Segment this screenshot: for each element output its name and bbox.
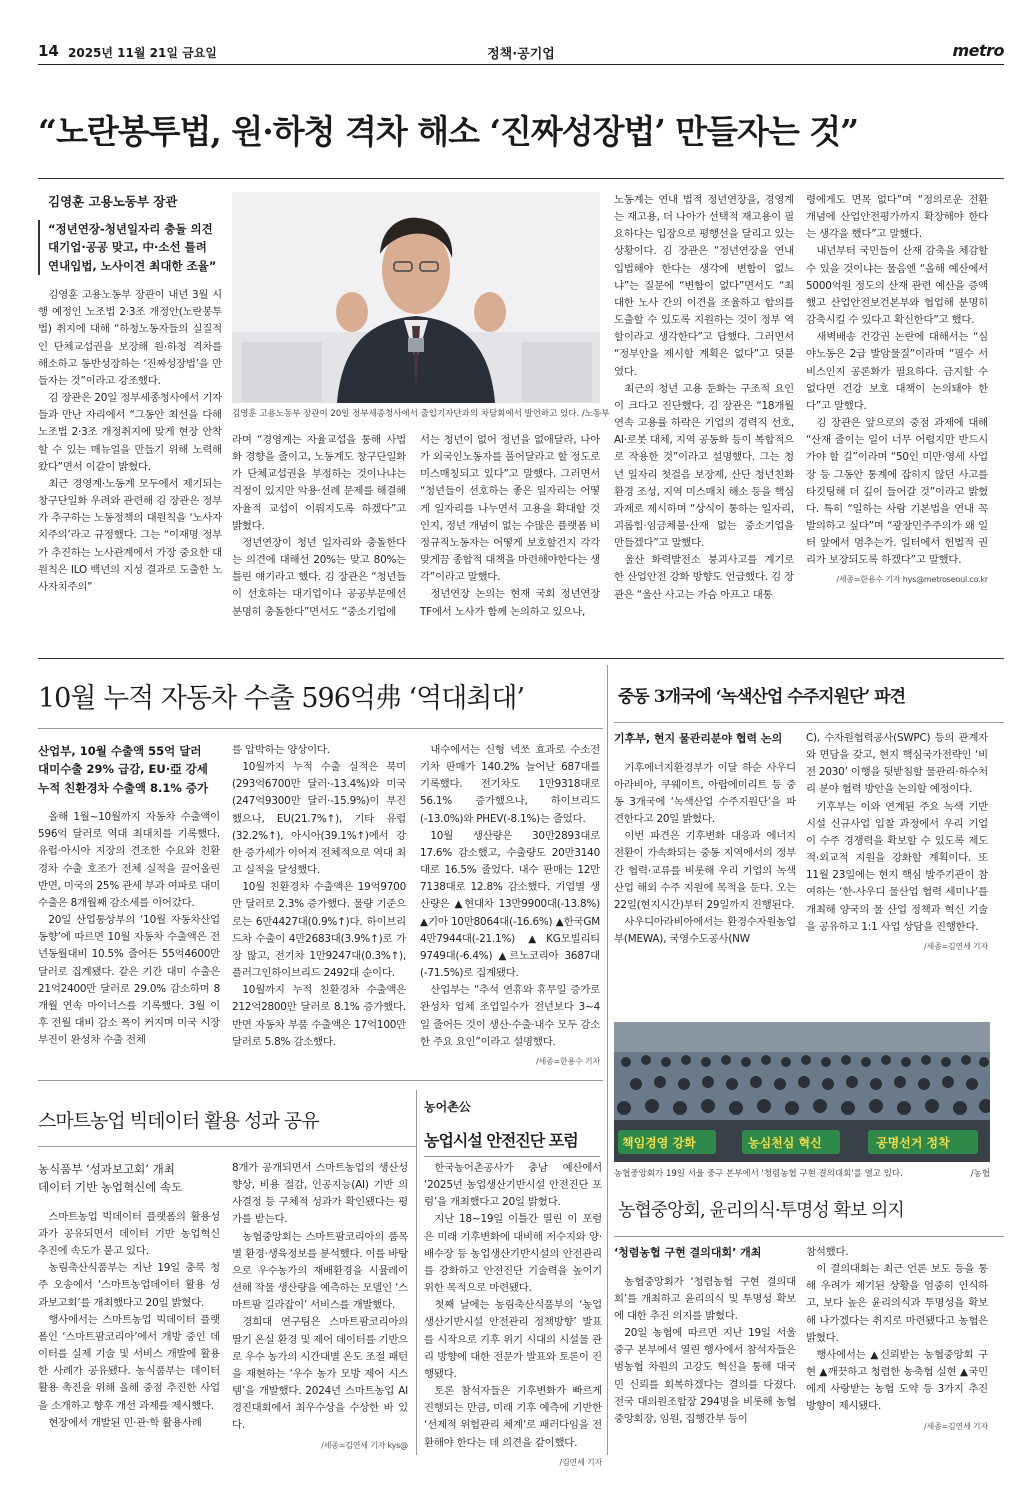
paragraph: 10월 생산량은 30만2893대로 17.6% 감소했고, 수출량도 20만3140대로 16.5% 줄었다. 내수 판매는 12만7138대로 12.8% 감소했다. 기업별 생산량은 ▲현대차 13만9900대(-13.8%) ▲기아 10만8064대(-16.6%) ▲한국GM 4만7944대(-21.1%) ▲KG모빌리티 9749대(-6.4%) ▲르노코리아 3687대(-71.5%)로 집계됐다.	[420, 829, 600, 980]
a3-deck: 기후부, 현지 물관리분야 협력 논의	[614, 732, 783, 745]
nh-photo-credit: /농협	[970, 1169, 990, 1179]
a1-col1-body	[38, 287, 222, 596]
a1-photo	[232, 192, 600, 403]
a1-photo-caption: 김영훈 고용노동부 장관이 20일 정부세종청사에서 출입기자단과의 차담회에서 발언하고 있다. /노동부	[232, 409, 610, 419]
paragraph: 이번 파견은 기후변화 대응과 에너지 전환이 가속화되는 중동 지역에서의 정부 간 협력·교류를 비롯해 우리 기업의 녹색산업 해외 수주 지원에 목적을 둔다. 오는 22일(현지시간)부터 29일까지 진행된다.	[614, 830, 796, 911]
a6-col2	[806, 1244, 988, 1433]
nh-photo-caption: 농협중앙회가 19일 서울 중구 본부에서 '청렴농협 구현 결의대회'를 열고 있다.	[614, 1169, 903, 1179]
a2-byline: /세종=한용수 기자	[535, 1056, 600, 1066]
a1-col5	[806, 192, 988, 587]
a2-deck-line: 누적 친환경차 수출액 8.1% 증가	[38, 780, 209, 795]
a1-col4	[614, 192, 794, 604]
a2-rule	[38, 728, 603, 729]
paragraph: 스마트농업 빅데이터 플랫폼의 활용성과가 공유되면서 데이터 기반 농업혁신 추진에 속도가 붙고 있다.	[38, 1210, 220, 1258]
a2-deck-line: 산업부, 10월 수출액 55억 달러	[38, 744, 202, 758]
section-rule	[38, 1080, 603, 1081]
a1-deck	[38, 220, 222, 275]
column-rule	[607, 665, 608, 1455]
a3-rule	[614, 722, 1004, 723]
paragraph: 사우디아라비아에서는 환경수자원농업부(MEWA), 국영수도공사(NW	[614, 916, 796, 946]
banner-1: 책임경영 강화	[622, 1136, 696, 1150]
paragraph: 김영훈 고용노동부 장관이 내년 3월 시행 예정인 노조법 2·3조 개정안(노란봉투법) 취지에 대해 “하청노동자들의 실질적인 단체교섭권을 보장해 원·하청 격차를 해소하고 동반성장하는 ‘진짜성장법’을 만들자는 것”이라고 강조했다.	[38, 289, 222, 387]
a1-deck-line: 연내입법, 노사이견 최대한 조율”	[48, 258, 217, 273]
paragraph: 경희대 연구팀은 스마트팜코리아의 딸기 온실 환경 및 제어 데이터를 기반으로 우수 농가의 시간대별 온도 조절 패턴을 재현하는 ‘우수 농가 모방 제어 시스템’을 개발했다. 2024년 스마트농업 AI 경진대회에서 최우수상을 수상한 바 있다.	[232, 1316, 409, 1432]
paragraph: 이 결의대회는 최근 언론 보도 등을 통해 우려가 제기된 상황을 엄중히 인식하고, 보다 높은 윤리의식과 투명성을 확보해 나가겠다는 취지로 마련됐다고 농협은 밝혔다.	[806, 1263, 988, 1344]
a4-deck-line: 데이터 기반 농업혁신에 속도	[38, 1180, 183, 1195]
paragraph: 김 장관은 앞으로의 중점 과제에 대해 “산재 줄이는 일이 너무 어렵지만 반드시 가야 할 길”이라며 “50인 미만·영세 사업장 등 그동안 통계에 잡히지 않던 사고를 타깃팅해 더 깊이 들어갈 것”이라고 밝혔다. 특히 “일하는 사람 기본법을 연내 꼭 발의하고 싶다”며 “광장민주주의가 왜 일터 앞에서 멈추는가. 일터에서 헌법적 권리가 보장되도록 하겠다”고 말했다.	[806, 417, 988, 567]
paragraph: 행사에서는 ▲신뢰받는 농협중앙회 구현 ▲깨끗하고 청렴한 농축협 실현 ▲국민에게 사랑받는 농협 도약 등 3가지 추진방향이 제시됐다.	[806, 1348, 988, 1413]
a2-col3	[420, 742, 600, 1068]
paragraph: 행사에서는 스마트농업 빅데이터 플랫폼인 ‘스마트팜코리아’에서 개방 중인 데이터를 실제 기술 및 서비스 개발에 활용한 사례가 공유됐다. 농식품부는 데이터 활용 촉진을 위해 올해 중점 추진한 사업을 소개하고 향후 개선 과제를 제시했다.	[38, 1313, 220, 1412]
a4-headline: 스마트농업 빅데이터 활용 성과 공유	[38, 1110, 319, 1132]
a5-rule	[424, 1156, 600, 1157]
a6-col1	[614, 1244, 796, 1428]
a6-rule	[614, 1236, 1004, 1237]
paragraph: 새벽배송 건강권 논란에 대해서는 “심야노동은 2급 발암물질”이라며 “필수 서비스인지 공론화가 필요하다. 금지할 수 없다면 건강 보호 대책이 논의돼야 한다”고 말했다.	[806, 331, 988, 412]
paragraph: 첫째 날에는 농림축산식품부의 ‘농업생산기반시설 안전관리 정책방향’ 발표를 시작으로 기후 위기 시대의 시설물 관리 방향에 대한 전문가 발표와 토론이 진행됐다.	[424, 1299, 602, 1380]
paragraph: 지난 18~19일 이틀간 열린 이 포럼은 미래 기후변화에 대비해 저수지와 양·배수장 등 농업생산기반시설의 안전관리를 강화하고 안전진단 기술력을 높이기 위한 목적으로 마련됐다.	[424, 1213, 602, 1295]
banner-3: 공명선거 정착	[876, 1136, 950, 1150]
paragraph: 참석했다.	[806, 1246, 849, 1258]
a2-col2	[232, 742, 406, 1051]
a6-byline: /세종=김연세 기자	[923, 1421, 988, 1431]
paragraph: 20일 산업통상부의 ‘10월 자동차산업 동향’에 따르면 10월 자동차 수출액은 전년동월대비 10.5% 줄어든 55억4600만 달러로 집계됐다. 같은 기간 대미 수출은 21억2400만 달러로 29.0% 감소하며 8개월 연속 마이너스를 기록했다. 3월 이후 전월 대비 감소 폭이 커지며 미국 시장 부진이 완성차 수출 전체	[38, 914, 220, 1047]
paragraph: 내년부터 국민들이 산재 감축을 체감할 수 있을 것이냐는 물음엔 “올해 예산에서 5000억원 정도의 산재 관련 예산을 증액했고 산업안전보건본부와 협업해 분명히 감축시킬 수 있다고 확신한다”고 했다.	[806, 245, 988, 327]
section-rule	[38, 658, 1004, 659]
a4-col1-body	[38, 1209, 220, 1432]
paragraph: 김 장관은 20일 정부세종청사에서 기자들과 만난 자리에서 “그동안 최선을 다해 노조법 2·3조 개정취지에 맞게 현장 안착할 수 있는 매뉴얼을 만들기 위해 노력해왔다”면서 이같이 밝혔다.	[38, 392, 222, 473]
a4-col1	[38, 1160, 220, 1432]
paragraph: 토론 참석자들은 기후변화가 빠르게 진행되는 만큼, 미래 기후 예측에 기반한 ‘선제적 위험관리 체계’로 패러다임을 전환해야 한다는 데 의견을 같이했다.	[424, 1385, 602, 1449]
a4-deck	[38, 1160, 220, 1197]
a1-deck-line: 대기업·공공 맞고, 中·소선 틀려	[48, 240, 207, 255]
banner-2: 농심천심 혁신	[748, 1136, 822, 1150]
a4-deck-line: 농식품부 ‘성과보고회’ 개최	[38, 1162, 175, 1176]
paragraph: 최근 경영계·노동계 모두에서 제기되는 창구단일화 우려와 관련해 김 장관은 정부가 추구하는 노동정책의 대원칙을 ‘노사자치주의’라고 규정했다. 그는 “이재명 정부가 추진하는 노사관계에서 가장 중요한 대원칙은 ILO 백년의 지성 결과로 도출한 노사자치주의”	[38, 477, 222, 593]
a6-col1-body	[614, 1274, 796, 1428]
a6-headline: 농협중앙회, 윤리의식·투명성 확보 의지	[618, 1200, 904, 1221]
paragraph: 농협중앙회가 ‘청렴농협 구현 결의대회’를 개최하고 윤리의식 및 투명성 확보에 대한 추진 의지를 밝혔다.	[614, 1275, 796, 1322]
a3-col1	[614, 730, 796, 948]
a2-headline: 10월 누적 자동차 수출 596억弗 ‘역대최대’	[38, 683, 525, 714]
paragraph: 내수에서는 신형 넥쏘 효과로 수소전기차 판매가 140.2% 늘어난 687대를 기록했다. 전기차도 1만9318대로 56.1% 증가했으나, 하이브리드(-13.0%)와 PHEV(-8.1%)는 줄었다.	[420, 744, 600, 825]
a1-person: 김영훈 고용노동부 장관	[48, 194, 178, 209]
issue-date: 2025년 11월 21일 금요일	[68, 46, 217, 60]
paragraph: 10월까지 누적 친환경차 수출액은 212억2800만 달러로 8.1% 증가했다. 반면 자동차 부품 수출액은 17억100만 달러로 5.8% 감소했다.	[232, 984, 406, 1048]
paragraph: 농림축산식품부는 지난 19일 충북 청주 오송에서 ‘스마트농업데이터 활용 성과보고회’를 개최했다고 20일 밝혔다.	[38, 1262, 220, 1309]
a1-byline: /세종=한용수 기자 hys@metroseoul.co.kr	[836, 575, 988, 585]
paragraph: 울산 화력발전소 붕괴사고를 계기로 한 산업안전 강화 방향도 언급했다. 김 장관은 “울산 사고는 가슴 아프고 대통	[614, 554, 794, 601]
a5-kicker: 농어촌公	[424, 1100, 471, 1114]
a1-col2	[232, 432, 406, 621]
paragraph: 10월 친환경차 수출액은 19억9700만 달러로 2.3% 증가했다. 물량 기준으로는 6만4427대(0.9%↑)다. 하이브리드차 수출이 4만2683대(3.9%↑)로 가장 많고, 전기차 1만9247대(0.3%↑), 플러그인하이브리드 2492대 순이다.	[232, 881, 406, 980]
a1-col1	[38, 192, 222, 596]
a5-byline: /김연세 기자	[559, 1457, 602, 1467]
paragraph: 한국농어촌공사가 충남 예산에서 ‘2025년 농업생산기반시설 안전진단 포럼’을 개최했다고 20일 밝혔다.	[424, 1162, 602, 1209]
paragraph: 기후에너지환경부가 이달 하순 사우디아라비아, 쿠웨이트, 아랍에미리트 등 중동 3개국에 ‘녹색산업 수주지원단’을 파견한다고 20일 밝혔다.	[614, 761, 796, 826]
paragraph: 를 압박하는 양상이다.	[232, 744, 330, 756]
paragraph: 산업부는 “추석 연휴와 휴무일 증가로 완성차 업체 조업일수가 전년보다 3~4일 줄어든 것이 생산·수출·내수 모두 감소한 주요 요인”이라고 설명했다.	[420, 984, 600, 1048]
paragraph: 올해 1월~10월까지 자동차 수출액이 596억 달러로 역대 최대치를 기록했다. 유럽·아시아 지장의 견조한 수요와 친환경차 수출 호조가 전체 실적을 끌어올린 반면, 미국의 25% 관세 부과 여파로 대미 수출은 8개월째 감소세를 이어갔다.	[38, 811, 220, 909]
a2-deck-line: 대미수출 29% 급감, EU·亞 강세	[38, 762, 208, 777]
paragraph: 8개가 공개되면서 스마트농업의 생산성 향상, 비용 절감, 인공지능(AI) 기반 의사결정 등 구체적 성과가 확인됐다는 평가를 받는다.	[232, 1162, 408, 1226]
a4-byline: /세종=김연세 기자 kys@	[321, 1440, 408, 1450]
paragraph: 서는 청년이 없어 정년을 없애달라, 나아가 외국인노동자를 풀어달라고 할 정도로 미스매칭되고 있다”고 말했다. 그러면서 “청년들이 선호하는 좋은 일자리는 어떻게 일자리를 나누면서 고용을 확대할 것인지, 정년 개념이 없는 수많은 플랫폼 비정규직노동자는 어떻게 보호할건지 각각 맞게끔 종합적 대책을 마련해야한다는 생각”이라고 말했다.	[420, 434, 600, 584]
paragraph: 령에게도 면목 없다”며 “정의로운 전환 개념에 산업안전평가까지 확장해야 한다는 생각을 했다”고 말했다.	[806, 194, 988, 241]
a3-col2	[806, 730, 988, 953]
a3-byline: /세종=김연세 기자	[923, 941, 988, 951]
a1-deck-line: “정년연장-청년일자리 충돌 의견	[48, 222, 213, 236]
column-rule	[416, 1090, 417, 1455]
paragraph: 라며 “경영계는 자율교섭을 통해 사법화 경향을 줄이고, 노동계도 창구단일화가 단체교섭권을 부정하는 것이나냐는 걱정이 있지만 악용·선례 문제를 해결해 자율적 교섭이 이뤄지도록 하겠다”고 밝혔다.	[232, 434, 406, 532]
metro-logo: metro	[952, 41, 1004, 60]
a1-rule	[38, 178, 1004, 179]
a2-deck	[38, 742, 220, 797]
paragraph: 농협중앙회는 스마트팜코리아의 품목별 환경·생육정보를 분석했다. 이를 바탕으로 우수농가의 재배환경을 시뮬레이션해 작물 생산량을 예측하는 모델인 ‘스마트팜 길라잡이’ 서비스를 개발했다.	[232, 1230, 409, 1312]
a2-col1-body	[38, 809, 220, 1049]
a6-deck: ‘청렴농협 구현 결의대회’ 개최	[614, 1246, 762, 1259]
nh-photo	[614, 1022, 990, 1162]
page-number: 14	[38, 42, 59, 60]
a1-col3	[420, 432, 600, 621]
a1-headline: “노란봉투법, 원·하청 격차 해소 ‘진짜성장법’ 만들자는 것”	[38, 112, 859, 151]
minister-photo	[232, 192, 600, 403]
a4-col2	[232, 1160, 408, 1452]
paragraph: 최근의 청년 고용 둔화는 구조적 요인이 크다고 진단했다. 김 장관은 “18개월 연속 고용률 하락은 기업의 경력직 선호, AI·로봇 대체, 지역 공동화 등이 복합적으로 작용한 것”이라고 설명했다. 그는 청년 일자리 첫걸음 보장제, 산단 청년친화 환경 조성, 지역 미스매치 해소 등을 핵심 과제로 제시하며 “상식이 통하는 일자리, 괴롭힘·임금체불·산재 없는 중소기업을 만들겠다”고 말했다.	[614, 382, 794, 550]
a5-col1	[424, 1160, 602, 1469]
a3-col1-body	[614, 760, 796, 949]
paragraph: 노동계는 연내 법적 정년연장을, 경영계는 재고용, 더 나아가 선택적 재고용이 필요하다는 입장으로 평행선을 달리고 있는 상황이다. 김 장관은 “정년연장을 연내 입법해야 한다는 생각에 변함이 없느냐”는 질문에 “변함이 없다”면서도 “최대한 노사 간의 이견을 조율하고 합의를 도출할 수 있도록 지원하는 것이 정부 역할이라고 생각한다”고 답했다. 그러면서 “정부안을 제시할 계획은 없다”고 덧붙였다.	[614, 194, 794, 378]
paragraph: C), 수자원협력공사(SWPC) 등의 관계자와 면담을 갖고, 현지 핵심국가전략인 ‘비전 2030’ 이행을 뒷받침할 물관리·하수처리 분야 협력 방안을 논의할 예정이다.	[806, 732, 988, 796]
a2-col1	[38, 742, 220, 1049]
a5-headline: 농업시설 안전진단 포럼	[424, 1131, 578, 1150]
paragraph: 정년연장 논의는 현재 국회 정년연장 TF에서 노사가 함께 논의하고 있으나,	[420, 588, 600, 618]
paragraph: 20일 농협에 따르면 지난 19일 서울 중구 본부에서 열린 행사에서 참석자들은 범농협 차원의 고강도 혁신을 통해 대국민 신뢰를 회복하겠다는 결의를 다졌다. 전국 대의원조합장 294명을 비롯해 농협중앙회장, 임원, 집행간부 등이	[614, 1327, 796, 1425]
a4-rule	[38, 1146, 416, 1147]
paragraph: 10월까지 누적 수출 실적은 북미(293억6700만 달러·-13.4%)와 미국(247억9300만 달러·-15.9%)이 부진했으나, EU(21.7%↑), 기타 유럽(32.2%↑), 아시아(39.1%↑)에서 강한 증가세가 이어져 전체적으로 역대 최고 실적을 달성했다.	[232, 761, 406, 877]
a3-headline: 중동 3개국에 ‘녹색산업 수주지원단’ 파견	[618, 687, 906, 707]
section-name: 정책·공기업	[487, 47, 555, 62]
paragraph: 현장에서 개발된 민·관·학 활용사례	[48, 1416, 202, 1429]
page-header	[38, 40, 1004, 65]
paragraph: 기후부는 이와 연계된 주요 녹색 기반시설 신규사업 입찰 과정에서 우리 기업이 수주 경쟁력을 확보할 수 있도록 제도적·외교적 지원을 강화할 계획이다. 또 11월 23일에는 현지 핵심 발주기관이 참여하는 ‘한-사우디 물산업 협력 세미나’를 개최해 양국의 물 산업 정책과 혁신 기술을 공유하고 1:1 사업 상담을 진행한다.	[806, 800, 988, 933]
paragraph: 정년연장이 청년 일자리와 충돌한다는 의견에 대해선 20%는 맞고 80%는 틀린 얘기라고 했다. 김 장관은 “청년들이 선호하는 대기업이나 공공부문에선 분명히 충돌한다”면서도 “중소기업에	[232, 536, 406, 618]
